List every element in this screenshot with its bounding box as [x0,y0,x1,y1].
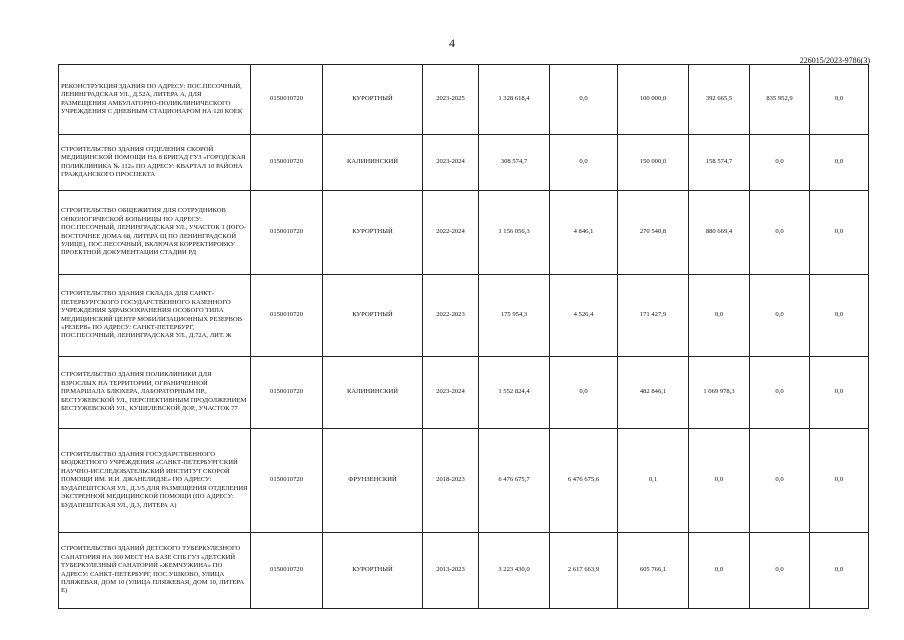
construction-objects-table [58,64,869,609]
table-row [59,275,869,357]
period: 2023-2025 [423,65,479,135]
object-description: СТРОИТЕЛЬСТВО ОБЩЕЖИТИЯ ДЛЯ СОТРУДНИКОВ ОНКОЛОГИЧЕСКОЙ БОЛЬНИЦЫ ПО АДРЕСУ: ПОС.ПЕСОЧНЫЙ, ЛЕНИНГРАДСКАЯ УЛ., УЧАСТОК 1 (ЮГО-ВОСТОЧНЕЕ ДОМА 68, ЛИТЕРА Щ ПО ЛЕНИНГРАДСКОЙ УЛИЦЕ), ПОС.ПЕСОЧНЫЙ, ВКЛЮЧАЯ КОРРЕКТИРОВКУ ПРОЕКТНОЙ ДОКУМЕНТАЦИИ СТАДИИ РД [59,191,251,275]
total-cost: 308 574,7 [479,135,550,191]
object-description: РЕКОНСТРУКЦИЯ ЗДАНИЯ ПО АДРЕСУ: ПОС.ПЕСОЧНЫЙ, ЛЕНИНГРАДСКАЯ УЛ., Д.52А, ЛИТЕРА А, ДЛЯ РАЗМЕЩЕНИЯ АМБУЛАТОРНО-ПОЛИКЛИНИЧЕСКОГО УЧРЕЖДЕНИЯ С ДНЕВНЫМ СТАЦИОНАРОМ НА 120 КОЕК [59,65,251,135]
table-row [59,135,869,191]
amount-1: 6 476 675,6 [550,429,618,533]
object-description: СТРОИТЕЛЬСТВО ЗДАНИЯ ПОЛИКЛИНИКИ ДЛЯ ВЗРОСЛЫХ НА ТЕРРИТОРИИ, ОГРАНИЧЕННОЙ ПР.МАРШАЛА БЛЮХЕРА, ЛАБОРАТОРНЫМ ПР., БЕСТУЖЕВСКОЙ УЛ., ПЕРСПЕКТИВНЫМ ПРОДОЛЖЕНИЕМ БЕСТУЖЕВСКОЙ УЛ., КУШЕЛЕВСКОЙ ДОР., УЧАСТОК 77 [59,357,251,429]
budget-code: 0150010720 [251,191,323,275]
period: 2022-2023 [423,275,479,357]
district: КАЛИНИНСКИЙ [323,135,423,191]
total-cost: 175 954,3 [479,275,550,357]
amount-5: 0,0 [810,275,869,357]
amount-3: 0,0 [689,275,750,357]
amount-2: 0,1 [618,429,689,533]
amount-2: 605 766,1 [618,533,689,609]
amount-4: 0,0 [750,429,810,533]
amount-4: 0,0 [750,135,810,191]
district: КАЛИНИНСКИЙ [323,357,423,429]
table-row [59,533,869,609]
amount-2: 150 000,0 [618,135,689,191]
amount-5: 0,0 [810,429,869,533]
total-cost: 1 328 618,4 [479,65,550,135]
amount-2: 171 427,9 [618,275,689,357]
district: КУРОРТНЫЙ [323,191,423,275]
amount-3: 392 665,5 [689,65,750,135]
total-cost: 3 223 430,0 [479,533,550,609]
table-row [59,429,869,533]
budget-code: 0150010720 [251,357,323,429]
amount-4: 0,0 [750,357,810,429]
amount-2: 270 540,8 [618,191,689,275]
amount-4: 0,0 [750,191,810,275]
amount-5: 0,0 [810,65,869,135]
amount-2: 100 000,0 [618,65,689,135]
object-description: СТРОИТЕЛЬСТВО ЗДАНИЯ СКЛАДА ДЛЯ САНКТ-ПЕТЕРБУРГСКОГО ГОСУДАРСТВЕННОГО КАЗЕННОГО УЧРЕЖДЕНИЯ ЗДРАВООХРАНЕНИЯ ОСОБОГО ТИПА МЕДИЦИНСКИЙ ЦЕНТР МОБИЛИЗАЦИОННЫХ РЕЗЕРВОВ «РЕЗЕРВ» ПО АДРЕСУ: САНКТ-ПЕТЕРБУРГ, ПОС.ПЕСОЧНЫЙ, ЛЕНИНГРАДСКАЯ УЛ., Д.72А, ЛИТ. Ж [59,275,251,357]
object-description: СТРОИТЕЛЬСТВО ЗДАНИЙ ДЕТСКОГО ТУБЕРКУЛЕЗНОГО САНАТОРИЯ НА 300 МЕСТ НА БАЗЕ СПБ ГУЗ «ДЕТСКИЙ ТУБЕРКУЛЕЗНЫЙ САНАТОРИЙ «ЖЕМЧУЖИНА» ПО АДРЕСУ: САНКТ-ПЕТЕРБУРГ, ПОС.УШКОВО, УЛИЦА ПЛЯЖЕВАЯ, ДОМ 10 (УЛИЦА ПЛЯЖЕВАЯ, ДОМ 10, ЛИТЕРА Е) [59,533,251,609]
table-row [59,191,869,275]
period: 2023-2024 [423,357,479,429]
amount-1: 2 617 663,9 [550,533,618,609]
amount-3: 0,0 [689,429,750,533]
district: ФРУНЗЕНСКИЙ [323,429,423,533]
budget-code: 0150010720 [251,65,323,135]
amount-3: 1 069 978,3 [689,357,750,429]
amount-1: 0,0 [550,135,618,191]
amount-3: 880 669,4 [689,191,750,275]
district: КУРОРТНЫЙ [323,65,423,135]
district: КУРОРТНЫЙ [323,275,423,357]
amount-2: 482 846,1 [618,357,689,429]
object-description: СТРОИТЕЛЬСТВО ЗДАНИЯ ГОСУДАРСТВЕННОГО БЮДЖЕТНОГО УЧРЕЖДЕНИЯ «САНКТ-ПЕТЕРБУРГСКИЙ НАУЧНО-ИССЛЕДОВАТЕЛЬСКИЙ ИНСТИТУТ СКОРОЙ ПОМОЩИ ИМ. И.И. ДЖАНЕЛИДЗЕ» ПО АДРЕСУ: БУДАПЕШТСКАЯ УЛ., Д.3/5 ДЛЯ РАЗМЕЩЕНИЯ ОТДЕЛЕНИЯ ЭКСТРЕННОЙ МЕДИЦИНСКОЙ ПОМОЩИ (ПО АДРЕСУ: БУДАПЕШТСКАЯ УЛ., Д.3, ЛИТЕРА А) [59,429,251,533]
amount-5: 0,0 [810,191,869,275]
amount-1: 0,0 [550,357,618,429]
period: 2018-2023 [423,429,479,533]
amount-1: 0,0 [550,65,618,135]
amount-4: 0,0 [750,533,810,609]
page-number: 4 [449,36,455,50]
amount-4: 0,0 [750,275,810,357]
document-reference: 226015/2023-9786(3) [799,56,870,65]
period: 2023-2024 [423,135,479,191]
table-row [59,65,869,135]
amount-5: 0,0 [810,357,869,429]
district: КУРОРТНЫЙ [323,533,423,609]
object-description: СТРОИТЕЛЬСТВО ЗДАНИЯ ОТДЕЛЕНИЯ СКОРОЙ МЕДИЦИНСКОЙ ПОМОЩИ НА 8 БРИГАД ГУЗ «ГОРОДСКАЯ ПОЛИКЛИНИКА № 112» ПО АДРЕСУ: КВАРТАЛ 10 РАЙОНА ГРАЖДАНСКОГО ПРОСПЕКТА [59,135,251,191]
total-cost: 1 552 824,4 [479,357,550,429]
total-cost: 6 476 675,7 [479,429,550,533]
amount-1: 4 526,4 [550,275,618,357]
amount-3: 158 574,7 [689,135,750,191]
budget-code: 0150010720 [251,429,323,533]
amount-3: 0,0 [689,533,750,609]
amount-4: 835 952,9 [750,65,810,135]
period: 2013-2023 [423,533,479,609]
budget-code: 0150010720 [251,275,323,357]
budget-code: 0150010720 [251,135,323,191]
amount-5: 0,0 [810,135,869,191]
table-row [59,357,869,429]
budget-code: 0150010720 [251,533,323,609]
period: 2022-2024 [423,191,479,275]
amount-1: 4 846,1 [550,191,618,275]
amount-5: 0,0 [810,533,869,609]
total-cost: 1 156 056,3 [479,191,550,275]
